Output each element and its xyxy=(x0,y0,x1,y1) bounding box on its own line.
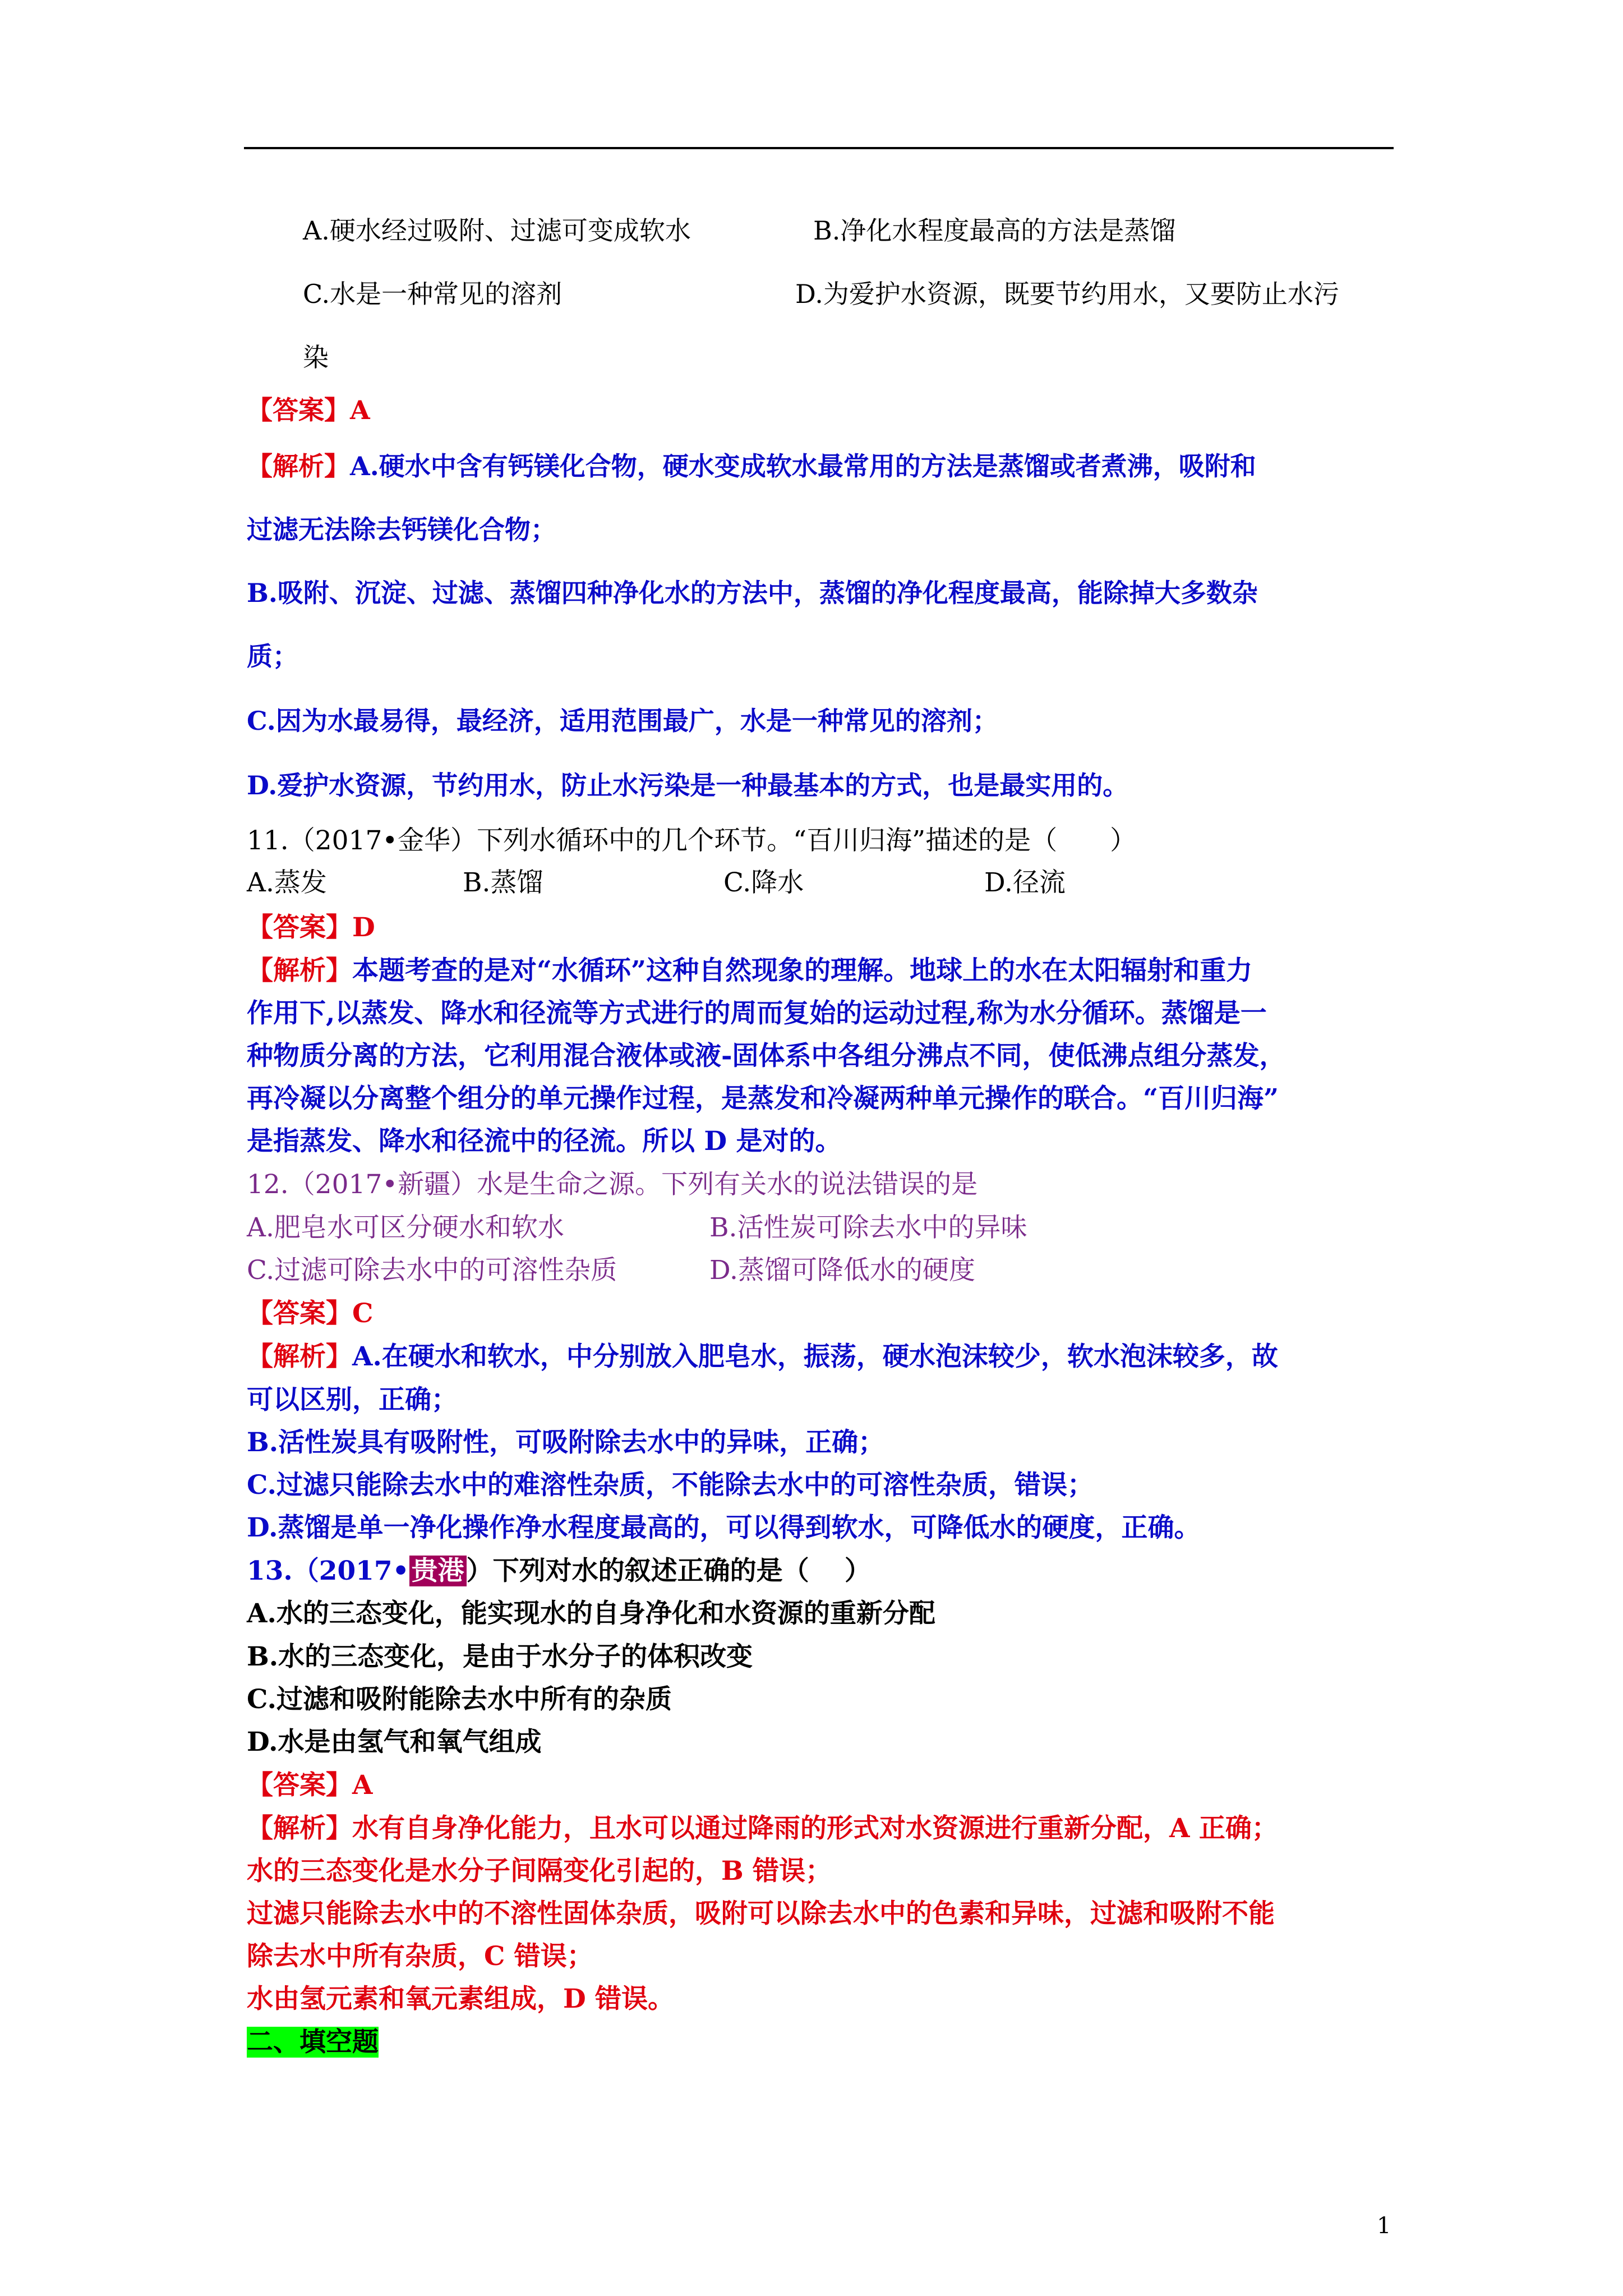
q11-option-b: B.蒸馏 xyxy=(463,867,543,898)
q12-stem: 12.（2017•新疆）水是生命之源。下列有关水的说法错误的是 xyxy=(247,1169,978,1200)
q10-analysis-line5: C.因为水最易得，最经济，适用范围最广，水是一种常见的溶剂； xyxy=(247,706,998,736)
q13-option-d: D.水是由氢气和氧气组成 xyxy=(247,1727,542,1757)
q12-option-b: B.活性炭可除去水中的异味 xyxy=(709,1212,1027,1243)
page-number: 1 xyxy=(1377,2213,1391,2239)
q13-analysis-line2: 水的三态变化是水分子间隔变化引起的，B 错误； xyxy=(247,1856,832,1887)
q13-answer: 【答案】A xyxy=(247,1770,373,1801)
q12-answer: 【答案】C xyxy=(247,1298,374,1329)
q10-option-a: A.硬水经过吸附、过滤可变成软水 xyxy=(303,215,691,246)
q13-analysis-line5: 水由氢元素和氧元素组成，D 错误。 xyxy=(247,1984,675,2014)
q12-analysis-line5: D.蒸馏是单一净化操作净水程度最高的，可以得到软水，可降低水的硬度，正确。 xyxy=(247,1512,1201,1543)
q11-analysis-line1: 【解析】本题考查的是对“水循环”这种自然现象的理解。地球上的水在太阳辐射和重力 xyxy=(247,955,1253,986)
q11-analysis-line4: 再冷凝以分离整个组分的单元操作过程，是蒸发和冷凝两种单元操作的联合。“百川归海” xyxy=(247,1083,1279,1114)
q12-analysis-line2: 可以区别，正确； xyxy=(247,1384,458,1415)
q13-option-b: B.水的三态变化，是由于水分子的体积改变 xyxy=(247,1641,753,1672)
q11-stem: 11.（2017•金华）下列水循环中的几个环节。“百川归海”描述的是（ ） xyxy=(247,825,1137,856)
q12-analysis-line3: B.活性炭具有吸附性，可吸附除去水中的异味，正确； xyxy=(247,1427,885,1458)
q12-option-c: C.过滤可除去水中的可溶性杂质 xyxy=(247,1255,617,1286)
q10-answer: 【答案】A xyxy=(247,395,370,425)
q10-option-d: D.为爱护水资源，既要节约用水，又要防止水污 xyxy=(795,279,1339,309)
q10-analysis-line2: 过滤无法除去钙镁化合物； xyxy=(247,514,556,545)
q13-analysis-line1: 【解析】水有自身净化能力，且水可以通过降雨的形式对水资源进行重新分配，A 正确； xyxy=(247,1813,1278,1844)
q11-option-d: D.径流 xyxy=(984,867,1066,898)
q10-analysis-line1: 【解析】A.硬水中含有钙镁化合物，硬水变成软水最常用的方法是蒸馏或者煮沸，吸附和 xyxy=(247,451,1256,481)
q13-analysis-line3: 过滤只能除去水中的不溶性固体杂质，吸附可以除去水中的色素和异味，过滤和吸附不能 xyxy=(247,1898,1275,1929)
q10-option-c: C.水是一种常见的溶剂 xyxy=(303,279,562,309)
q13-analysis-line4: 除去水中所有杂质，C 错误； xyxy=(247,1941,593,1972)
q12-option-d: D.蒸馏可降低水的硬度 xyxy=(709,1255,975,1286)
q12-analysis-line4: C.过滤只能除去水中的难溶性杂质，不能除去水中的可溶性杂质，错误； xyxy=(247,1470,1094,1501)
q10-analysis-line6: D.爱护水资源，节约用水，防止水污染是一种最基本的方式，也是最实用的。 xyxy=(247,770,1129,800)
q10-analysis-line4: 质； xyxy=(247,641,298,671)
q12-analysis-line1: 【解析】A.在硬水和软水，中分别放入肥皂水，振荡，硬水泡沫较少，软水泡沫较多，故 xyxy=(247,1341,1278,1372)
q10-option-b: B.净化水程度最高的方法是蒸馏 xyxy=(813,215,1176,246)
section-heading: 二、填空题 xyxy=(247,2027,379,2058)
q10-analysis-line3: B.吸附、沉淀、过滤、蒸馏四种净化水的方法中，蒸馏的净化程度最高，能除掉大多数杂 xyxy=(247,578,1258,608)
q11-analysis-line5: 是指蒸发、降水和径流中的径流。所以 D 是对的。 xyxy=(247,1126,842,1157)
q11-answer: 【答案】D xyxy=(247,912,375,943)
q11-analysis-line2: 作用下,以蒸发、降水和径流等方式进行的周而复始的运动过程,称为水分循环。蒸馏是一 xyxy=(247,998,1267,1029)
q10-option-d-cont: 染 xyxy=(303,342,329,372)
q13-stem: 13.（2017•贵港）下列对水的叙述正确的是（ ） xyxy=(247,1556,871,1586)
q13-option-c: C.过滤和吸附能除去水中所有的杂质 xyxy=(247,1684,672,1715)
q11-option-c: C.降水 xyxy=(723,867,804,898)
q11-option-a: A.蒸发 xyxy=(247,867,327,898)
q11-analysis-line3: 种物质分离的方法，它利用混合液体或液-固体系中各组分沸点不同，使低沸点组分蒸发， xyxy=(247,1041,1286,1071)
q13-option-a: A.水的三态变化，能实现水的自身净化和水资源的重新分配 xyxy=(247,1598,935,1629)
header-rule xyxy=(244,147,1394,149)
q12-option-a: A.肥皂水可区分硬水和软水 xyxy=(247,1212,564,1243)
